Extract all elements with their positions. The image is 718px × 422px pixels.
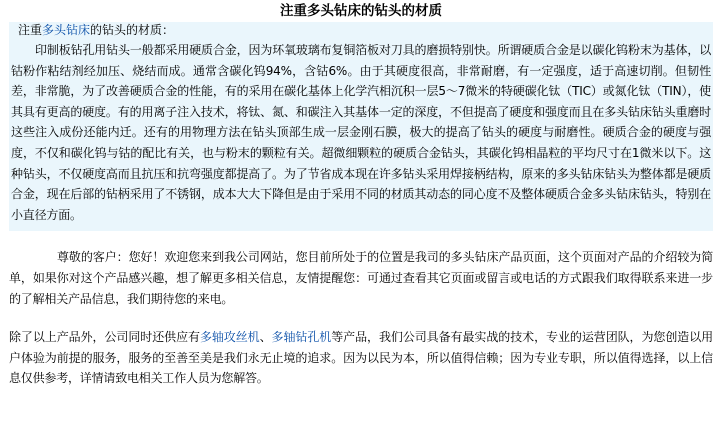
intro-prefix: 注重 [18,23,43,37]
material-panel [9,22,713,231]
link-multi-axis-tapping-machine[interactable]: 多轴攻丝机 [199,330,260,345]
greeting-paragraph: 尊敬的客户：您好！欢迎您来到我公司网站，您目前所处于的位置是我司的多头钻床产品页面，这个页面对产品的介绍较为简单，如果你对这个产品感兴趣，想了解更多相关信息，友情提醒您：可通过查看其它页面或留言或电话的方式跟我们取得联系来进一步的了解相关产品信息，我们期待您的来电。 [9,250,713,306]
link-multi-axis-drilling-machine[interactable]: 多轴钻孔机 [271,330,332,345]
material-intro [11,22,711,38]
products-prefix: 除了以上产品外，公司同时还供应有 [9,330,200,345]
intro-keyword: 多头钻床 [42,23,91,37]
products-separator: 、 [259,330,272,345]
products-paragraph [9,327,713,389]
intro-suffix: 的钻头的材质： [90,23,175,37]
page-title: 注重多头钻床的钻头的材质 [280,3,442,19]
material-paragraph: 印制板钻孔用钻头一般都采用硬质合金，因为环氧玻璃布复铜箔板对刀具的磨损特别快。所谓硬质合金是以碳化钨粉末为基体，以钴粉作粘结剂经加压、烧结而成。通常含碳化钨94%，含钴6%。由于其硬度很高，非常耐磨，有一定强度，适于高速切削。但韧性差，非常脆，为了改善硬质合金的性能，有的采用在碳化基体上化学汽相沉积一层5～7微米的特硬碳化钛（TIC）或氮化钛（TIN），使其具有更高的硬度。有的用离子注入技术，将钛、氮、和碳注入其基体一定的深度，不但提高了硬度和强度而且在多头钻床钻头重磨时这些注入成份还能内迁。还有的用物理方法在钻头顶部生成一层金刚石膜，极大的提高了钻头的硬度与耐磨性。硬质合金的硬度与强度，不仅和碳化钨与钴的配比有关，也与粉末的颗粒有关。超微细颗粒的硬质合金钻头，其碳化钨相晶粒的平均尺寸在1微米以下。这种钻头，不仅硬度高而且抗压和抗弯强度都提高了。为了节省成本现在许多钻头采用焊接柄结构，原来的多头钻床钻头为整体都是硬质合金，现在后部的钻柄采用了不锈钢，成本大大下降但是由于采用不同的材质其动态的同心度不及整体硬质合金多头钻床钻头，特别在小直径方面。 [11,43,711,222]
products-suffix: 等产品，我们公司具备有最实战的技术，专业的运营团队，为您创造以用户体验为前提的服务，服务的至善至美是我们永无止境的追求。因为以民为本，所以值得信赖；因为专业专职，所以值得选择，以上信息仅供参考，详情请致电相关工作人员为您解答。 [9,330,713,386]
